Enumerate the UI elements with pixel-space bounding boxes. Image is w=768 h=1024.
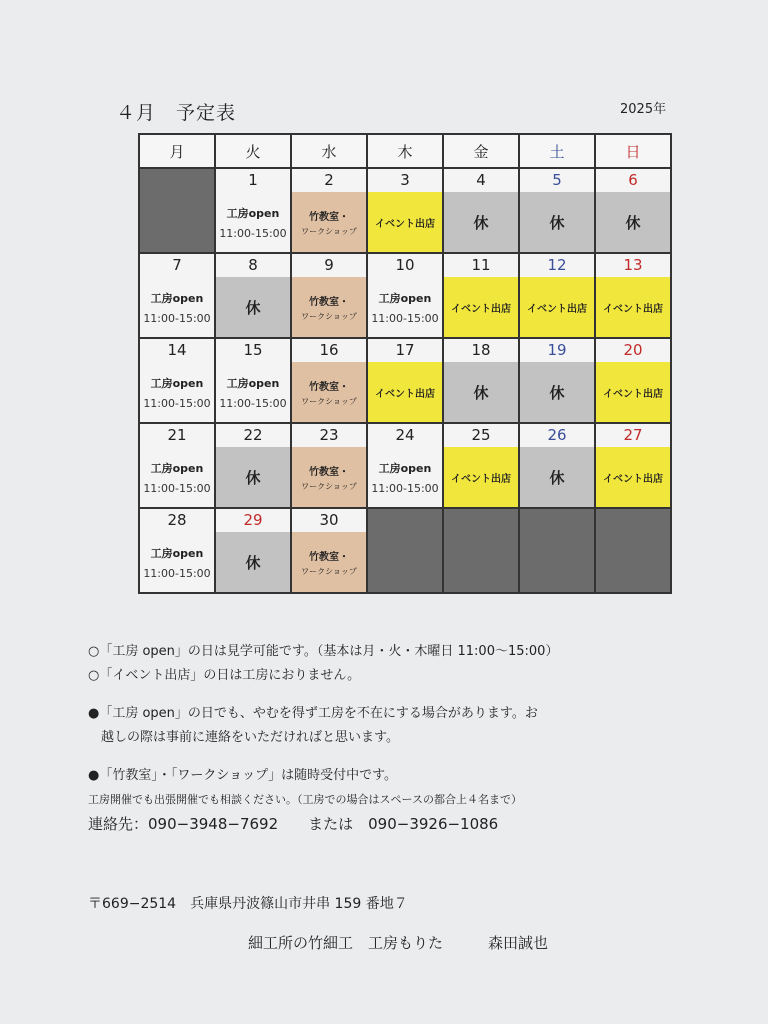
day-cell	[367, 168, 443, 253]
page-title: ４月 予定表	[116, 102, 237, 124]
empty-day-cell	[595, 508, 671, 593]
day-number: 7	[140, 254, 214, 277]
day-cell	[519, 423, 595, 508]
day-number: 19	[520, 339, 594, 362]
schedule-open	[216, 362, 290, 422]
day-number: 9	[292, 254, 366, 277]
schedule-closed	[216, 532, 290, 592]
contact-phone: 連絡先：090−3948−7692 または 090−3926−1086	[88, 815, 499, 833]
empty-day-cell	[519, 508, 595, 593]
schedule-label: 休	[245, 468, 261, 487]
schedule-label: イベント出店	[375, 218, 435, 230]
year-label: 2025年	[620, 102, 667, 117]
day-number: 14	[140, 339, 214, 362]
schedule-sublabel: ワークショップ	[301, 311, 357, 321]
day-cell	[519, 168, 595, 253]
schedule-label: 竹教室・	[309, 466, 349, 478]
schedule-label: 工房open	[150, 376, 204, 390]
weekday-thu: 木	[367, 134, 443, 168]
weekday-wed: 水	[291, 134, 367, 168]
week-row	[139, 253, 671, 338]
schedule-closed	[444, 192, 518, 252]
empty-day-cell	[443, 508, 519, 593]
day-cell	[139, 253, 215, 338]
schedule-label: 工房open	[226, 376, 280, 390]
day-cell	[139, 338, 215, 423]
schedule-label: 工房open	[378, 461, 432, 475]
schedule-closed	[596, 192, 670, 252]
weekday-header-row	[139, 134, 671, 168]
schedule-sublabel: 11:00-15:00	[143, 311, 211, 325]
day-number: 1	[216, 169, 290, 192]
schedule-event	[596, 277, 670, 337]
day-cell	[519, 338, 595, 423]
day-cell	[443, 253, 519, 338]
week-row	[139, 508, 671, 593]
schedule-sublabel: 11:00-15:00	[143, 396, 211, 410]
schedule-label: 工房open	[150, 461, 204, 475]
schedule-bamboo	[292, 362, 366, 422]
day-number: 29	[216, 509, 290, 532]
notes-section	[88, 640, 688, 836]
note-workshop: ●「竹教室」・「ワークショップ」は随時受付中です。	[88, 768, 398, 783]
week-row	[139, 423, 671, 508]
schedule-event	[368, 192, 442, 252]
schedule-label: 工房open	[226, 206, 280, 220]
schedule-event	[596, 362, 670, 422]
schedule-label: 竹教室・	[309, 551, 349, 563]
studio-signature: 細工所の竹細工 工房もりた 森田誠也	[248, 934, 549, 952]
schedule-open	[368, 277, 442, 337]
day-number: 8	[216, 254, 290, 277]
day-number: 10	[368, 254, 442, 277]
day-cell	[139, 508, 215, 593]
day-cell	[519, 253, 595, 338]
day-number: 15	[216, 339, 290, 362]
schedule-closed	[520, 192, 594, 252]
schedule-sublabel: ワークショップ	[301, 226, 357, 236]
day-cell	[291, 423, 367, 508]
schedule-label: イベント出店	[451, 473, 511, 485]
schedule-sublabel: ワークショップ	[301, 481, 357, 491]
day-cell	[215, 508, 291, 593]
day-number: 22	[216, 424, 290, 447]
day-cell	[595, 423, 671, 508]
schedule-label: イベント出店	[603, 388, 663, 400]
note-event-absence: ○「イベント出店」の日は工房におりません。	[88, 668, 361, 683]
schedule-sublabel: ワークショップ	[301, 566, 357, 576]
day-cell	[215, 168, 291, 253]
weekday-tue: 火	[215, 134, 291, 168]
schedule-event	[444, 447, 518, 507]
schedule-label: 竹教室・	[309, 381, 349, 393]
weekday-mon: 月	[139, 134, 215, 168]
day-number: 16	[292, 339, 366, 362]
schedule-label: 工房open	[150, 546, 204, 560]
weekday-sun: 日	[595, 134, 671, 168]
day-cell	[291, 253, 367, 338]
empty-day-cell	[367, 508, 443, 593]
day-cell	[443, 338, 519, 423]
day-cell	[367, 338, 443, 423]
day-number: 21	[140, 424, 214, 447]
week-row	[139, 168, 671, 253]
schedule-open	[140, 532, 214, 592]
schedule-bamboo	[292, 532, 366, 592]
schedule-label: 休	[549, 468, 565, 487]
note-absence-warning: ●「工房 open」の日でも、やむを得ず工房を不在にする場合があります。お	[88, 706, 538, 721]
schedule-sublabel: ワークショップ	[301, 396, 357, 406]
day-number: 6	[596, 169, 670, 192]
schedule-label: イベント出店	[451, 303, 511, 315]
schedule-closed	[216, 277, 290, 337]
day-cell	[291, 508, 367, 593]
day-cell	[215, 423, 291, 508]
day-number: 12	[520, 254, 594, 277]
schedule-event	[596, 447, 670, 507]
schedule-closed	[216, 447, 290, 507]
day-number: 30	[292, 509, 366, 532]
schedule-sublabel: 11:00-15:00	[143, 481, 211, 495]
schedule-label: 竹教室・	[309, 211, 349, 223]
note-absence-warning-cont: 越しの際は事前に連絡をいただければと思います。	[88, 730, 399, 745]
day-number: 2	[292, 169, 366, 192]
note-workshop-detail: 工房開催でも出張開催でも相談ください。（工房での場合はスペースの都合上４名まで）	[88, 793, 522, 806]
schedule-label: 竹教室・	[309, 296, 349, 308]
schedule-label: イベント出店	[603, 473, 663, 485]
day-number: 28	[140, 509, 214, 532]
schedule-label: イベント出店	[603, 303, 663, 315]
schedule-sublabel: 11:00-15:00	[219, 396, 287, 410]
schedule-label: 休	[473, 383, 489, 402]
schedule-sublabel: 11:00-15:00	[143, 566, 211, 580]
schedule-bamboo	[292, 447, 366, 507]
calendar-table	[138, 133, 672, 594]
schedule-label: 工房open	[150, 291, 204, 305]
day-number: 3	[368, 169, 442, 192]
day-cell	[443, 168, 519, 253]
schedule-label: 休	[473, 213, 489, 232]
day-number: 25	[444, 424, 518, 447]
schedule-sublabel: 11:00-15:00	[371, 481, 439, 495]
empty-day-cell	[139, 168, 215, 253]
day-cell	[367, 423, 443, 508]
day-number: 5	[520, 169, 594, 192]
schedule-event	[368, 362, 442, 422]
schedule-event	[520, 277, 594, 337]
day-cell	[443, 423, 519, 508]
note-open-visit: ○「工房 open」の日は見学可能です。（基本は月・火・木曜日 11:00～15:00）	[88, 644, 559, 659]
week-row	[139, 338, 671, 423]
day-cell	[215, 338, 291, 423]
day-number: 11	[444, 254, 518, 277]
day-number: 17	[368, 339, 442, 362]
schedule-sublabel: 11:00-15:00	[219, 226, 287, 240]
schedule-bamboo	[292, 192, 366, 252]
schedule-label: イベント出店	[527, 303, 587, 315]
day-cell	[367, 253, 443, 338]
day-cell	[291, 338, 367, 423]
schedule-open	[140, 447, 214, 507]
schedule-label: 休	[549, 383, 565, 402]
schedule-label: 休	[625, 213, 641, 232]
day-cell	[139, 423, 215, 508]
schedule-closed	[520, 362, 594, 422]
day-cell	[595, 338, 671, 423]
schedule-event	[444, 277, 518, 337]
schedule-label: 休	[245, 553, 261, 572]
day-number: 23	[292, 424, 366, 447]
schedule-open	[140, 277, 214, 337]
weekday-sat: 土	[519, 134, 595, 168]
day-number: 26	[520, 424, 594, 447]
day-number: 18	[444, 339, 518, 362]
day-cell	[291, 168, 367, 253]
day-cell	[595, 168, 671, 253]
day-number: 20	[596, 339, 670, 362]
day-cell	[595, 253, 671, 338]
schedule-label: イベント出店	[375, 388, 435, 400]
schedule-label: 休	[245, 298, 261, 317]
schedule-closed	[444, 362, 518, 422]
day-number: 4	[444, 169, 518, 192]
schedule-sublabel: 11:00-15:00	[371, 311, 439, 325]
schedule-closed	[520, 447, 594, 507]
schedule-label: 休	[549, 213, 565, 232]
weekday-fri: 金	[443, 134, 519, 168]
schedule-open	[140, 362, 214, 422]
schedule-open	[368, 447, 442, 507]
day-cell	[215, 253, 291, 338]
schedule-label: 工房open	[378, 291, 432, 305]
schedule-open	[216, 192, 290, 252]
address: 〒669−2514 兵庫県丹波篠山市井串 159 番地７	[88, 896, 408, 912]
day-number: 13	[596, 254, 670, 277]
day-number: 27	[596, 424, 670, 447]
day-number: 24	[368, 424, 442, 447]
schedule-bamboo	[292, 277, 366, 337]
